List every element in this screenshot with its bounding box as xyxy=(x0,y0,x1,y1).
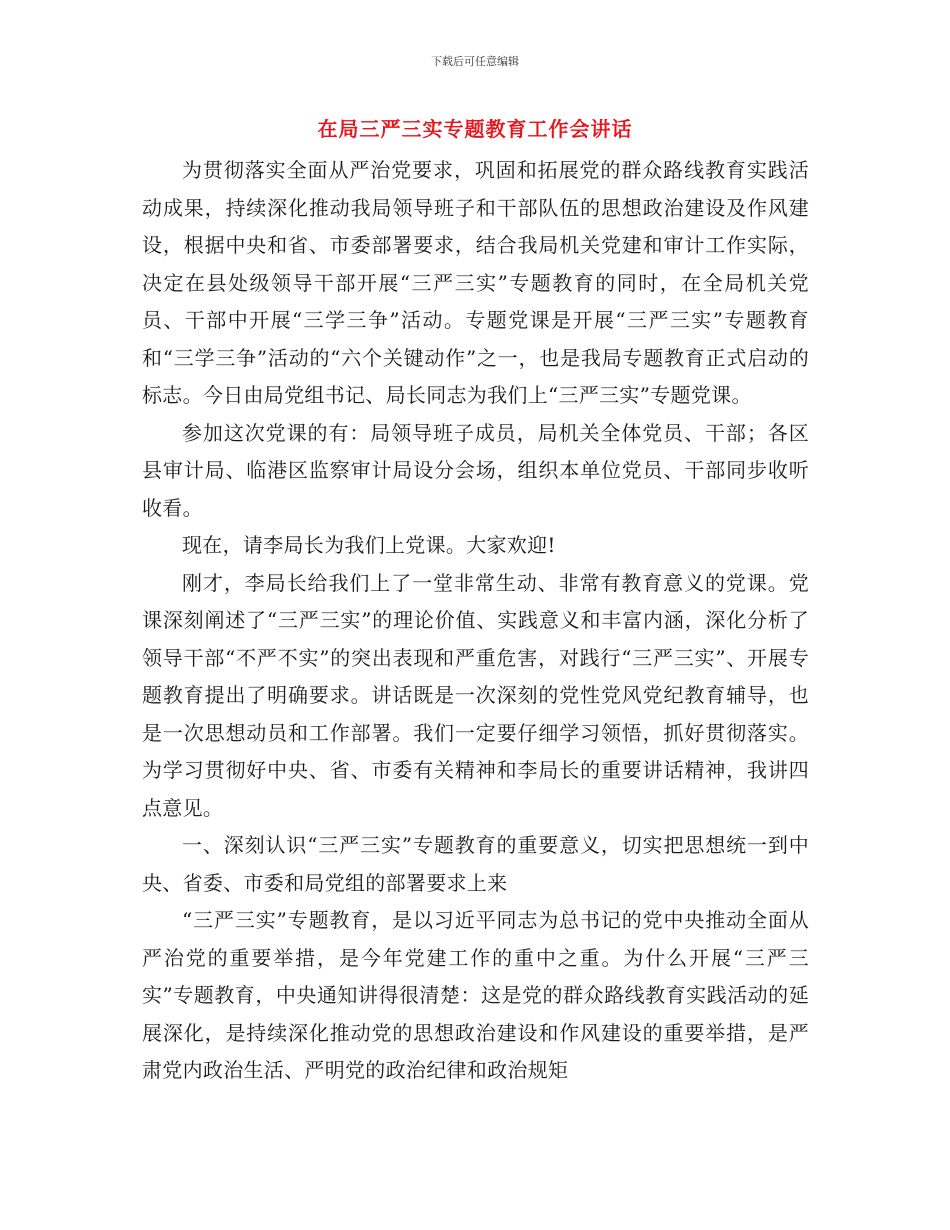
document-title: 在局三严三实专题教育工作会讲话 xyxy=(317,117,633,141)
paragraph: 参加这次党课的有：局领导班子成员，局机关全体党员、干部；各区县审计局、临港区监察审计局设分会场，组织本单位党员、干部同步收听收看。 xyxy=(142,420,809,520)
section-heading: 一、深刻认识“三严三实”专题教育的重要意义，切实把思想统一到中央、省委、市委和局党组的部署要求上来 xyxy=(142,833,809,895)
paragraph: 现在，请李局长为我们上党课。大家欢迎! xyxy=(182,533,556,557)
paragraph: 刚才，李局长给我们上了一堂非常生动、非常有教育意义的党课。党课深刻阐述了“三严三实”的理论价值、实践意义和丰富内涵，深化分析了领导干部“不严不实”的突出表现和严重危害，对践行“三严三实”、开展专题教育提出了明确要求。讲话既是一次深刻的党性党风党纪教育辅导，也是一次思想动员和工作部署。我们一定要仔细学习领悟，抓好贯彻落实。为学习贯彻好中央、省、市委有关精神和李局长的重要讲话精神，我讲四点意见。 xyxy=(142,570,809,820)
paragraph: 为贯彻落实全面从严治党要求，巩固和拓展党的群众路线教育实践活动成果，持续深化推动我局领导班子和干部队伍的思想政治建设及作风建设，根据中央和省、市委部署要求，结合我局机关党建和审计工作实际，决定在县处级领导干部开展“三严三实”专题教育的同时，在全局机关党员、干部中开展“三学三争”活动。专题党课是开展“三严三实”专题教育和“三学三争”活动的“六个关键动作”之一，也是我局专题教育正式启动的标志。今日由局党组书记、局长同志为我们上“三严三实”专题党课。 xyxy=(142,158,809,407)
header-note: 下载后可任意编辑 xyxy=(431,55,519,68)
document-body xyxy=(142,152,809,1090)
paragraph: “三严三实”专题教育，是以习近平同志为总书记的党中央推动全面从严治党的重要举措，是今年党建工作的重中之重。为什么开展“三严三实”专题教育，中央通知讲得很清楚：这是党的群众路线教育实践活动的延展深化，是持续深化推动党的思想政治建设和作风建设的重要举措，是严肃党内政治生活、严明党的政治纪律和政治规矩 xyxy=(142,908,809,1082)
